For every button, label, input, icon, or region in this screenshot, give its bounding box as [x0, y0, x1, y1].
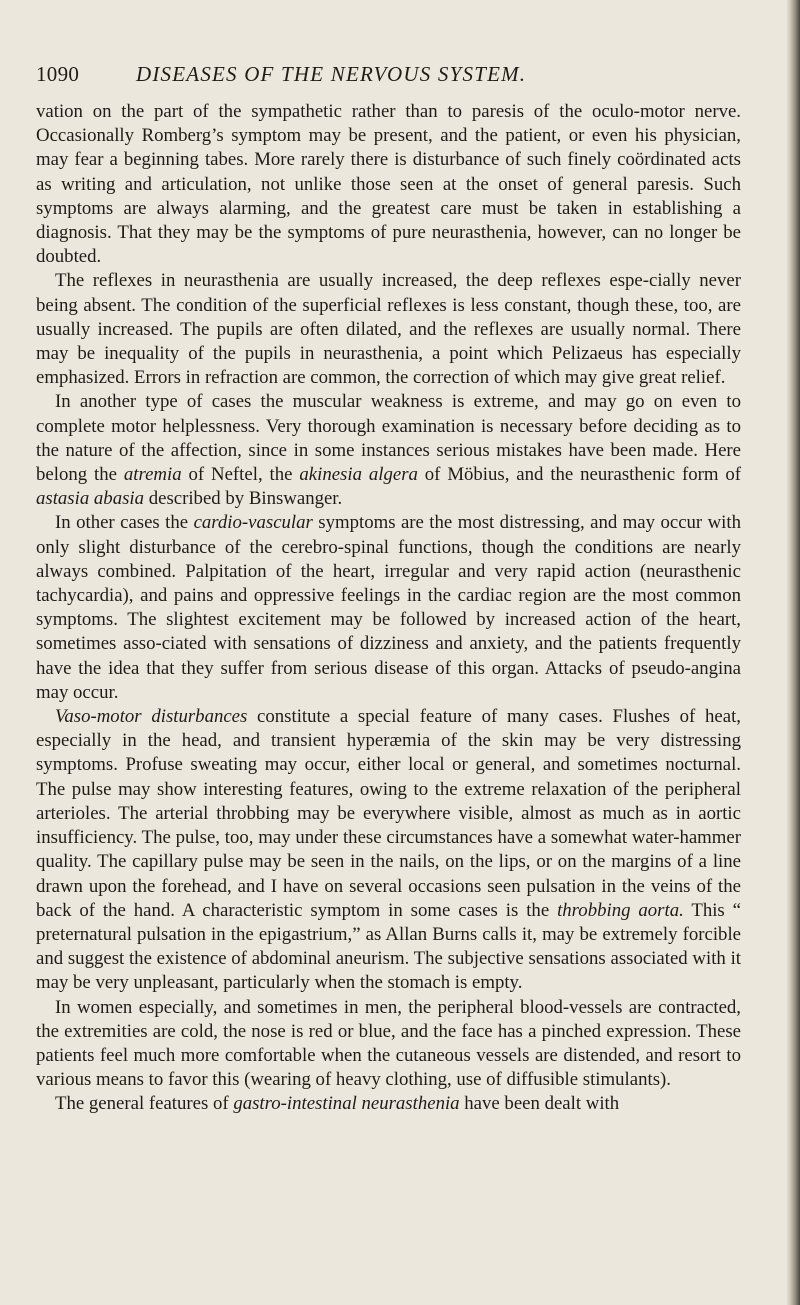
- page-header: [36, 62, 741, 92]
- text-run: In other cases the: [55, 512, 194, 534]
- text-run: This “ preternatural pulsation in the epigastrium,” as Allan Burns calls it, may be extremely forcible and suggest the existence of abdominal aneurism. The subjective sensations associated with it may be very unpleasant, particularly when the stomach is empty.: [36, 899, 741, 994]
- paragraph: [36, 996, 741, 1093]
- paragraph: [36, 269, 741, 390]
- text-run: of Möbius, and the neurasthenic form of: [417, 464, 741, 486]
- text-run: of Neftel, the: [181, 464, 300, 486]
- text-run: In women especially, and sometimes in men, the peripheral blood-vessels are contracted, the extremities are cold, the nose is red or blue, and the face has a pinched expression. These patients feel much more comfortable when the cutaneous vessels are distended, and resort to various means to favor this (wearing of heavy clothing, use of diffusible stimulants).: [36, 996, 741, 1091]
- italic-term: astasia abasia: [36, 488, 145, 510]
- paragraph: [36, 100, 741, 269]
- italic-term: gastro-intestinal neurasthenia: [233, 1093, 460, 1115]
- italic-term: cardio-vascular: [193, 512, 313, 534]
- italic-term: akinesia algera: [299, 464, 418, 486]
- page-edge-shadow: [786, 0, 800, 1305]
- text-run: The general features of: [55, 1093, 234, 1115]
- paragraph: [36, 1092, 741, 1116]
- text-run: The reflexes in neurasthenia are usually increased, the deep reflexes espe-cially never being absent. The condition of the superficial reflexes is less constant, though these, too, are usually increased. The pupils are often dilated, and the reflexes are usually normal. There may be inequality of the pupils in neurasthenia, a point which Pelizaeus has especially emphasized. Errors in refraction are common, the correction of which may give great relief.: [36, 270, 741, 389]
- body-text: [36, 100, 741, 1117]
- paragraph: [36, 511, 741, 705]
- paragraph: [36, 705, 741, 995]
- text-run: described by Binswanger.: [144, 488, 343, 510]
- text-run: In another type of cases the muscular weakness is extreme, and may go on even to complete motor helplessness. Very thorough examination is necessary before deciding as to the nature of the affection, since in some instances serious mistakes have been made. Here belong the: [36, 391, 741, 486]
- paragraph: [36, 390, 741, 511]
- text-run: constitute a special feature of many cases. Flushes of heat, especially in the head, and transient hyperæmia of the skin may be very distressing symptoms. Profuse sweating may occur, either local or general, and sometimes nocturnal. The pulse may show interesting features, owing to the extreme relaxation of the peripheral arterioles. The arterial throbbing may be everywhere visible, almost as much as in aortic insufficiency. The pulse, too, may under these circumstances have a somewhat water-hammer quality. The capillary pulse may be seen in the nails, on the lips, or on the margins of a line drawn upon the forehead, and I have on several occasions seen pulsation in the veins of the back of the hand. A characteristic symptom in some cases is the: [36, 706, 741, 921]
- italic-term: atremia: [123, 464, 182, 486]
- text-run: have been dealt with: [459, 1093, 620, 1115]
- text-run: vation on the part of the sympathetic rather than to paresis of the oculo-motor nerve. Occasionally Romberg’s symptom may be present, and the patient, or even his physician, may fear a beginning tabes. More rarely there is disturbance of such finely coördinated acts as writing and articulation, not unlike those seen at the onset of general paresis. Such symptoms are always alarming, and the greatest care must be taken in establishing a diagnosis. That they may be the symptoms of pure neurasthenia, however, can no longer be doubted.: [36, 101, 741, 268]
- italic-term: Vaso-motor disturbances: [55, 706, 248, 728]
- running-title: DISEASES OF THE NERVOUS SYSTEM.: [136, 62, 527, 86]
- italic-term: throbbing aorta.: [557, 899, 684, 921]
- text-run: symptoms are the most distressing, and may occur with only slight disturbance of the cerebro-spinal functions, though the conditions are nearly always combined. Palpitation of the heart, irregular and very rapid action (neurasthenic tachycardia), and pains and oppressive feelings in the cardiac region are the most common symptoms. The slightest excitement may be followed by increased action of the heart, sometimes asso-ciated with sensations of dizziness and anxiety, and the patients frequently have the idea that they suffer from serious disease of this organ. Attacks of pseudo-angina may occur.: [36, 512, 741, 703]
- page-number: 1090: [36, 62, 80, 86]
